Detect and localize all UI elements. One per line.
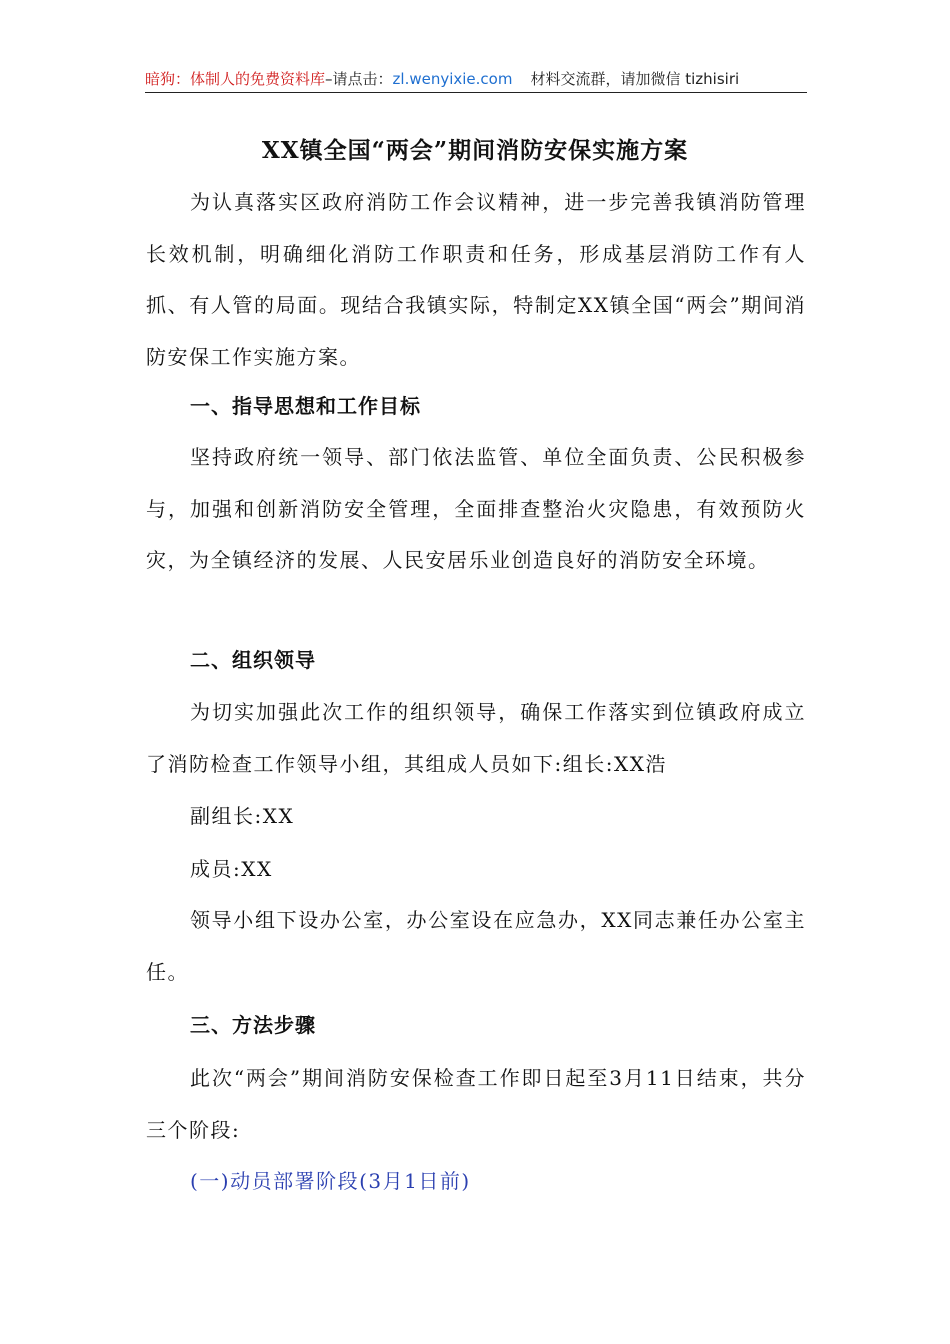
page-header	[145, 68, 807, 93]
section-2-heading: 二、组织领导	[190, 648, 316, 672]
section-3-paragraph: 此次“两会”期间消防安保检查工作即日起至3月11日结束，共分三个阶段:	[146, 1066, 806, 1142]
header-group-note: 材料交流群，请加微信 tizhisiri	[530, 70, 740, 88]
section-3-heading: 三、方法步骤	[190, 1013, 316, 1037]
section-1-heading: 一、指导思想和工作目标	[190, 394, 421, 418]
intro-paragraph: 为认真落实区政府消防工作会议精神，进一步完善我镇消防管理长效机制，明确细化消防工作职责和任务，形成基层消防工作有人抓、有人管的局面。现结合我镇实际，特制定XX镇全国“两会”期间消防安保工作实施方案。	[146, 190, 806, 369]
members-line: 成员:XX	[190, 857, 273, 881]
header-brand: 暗狗：体制人的免费资料库	[145, 70, 326, 88]
document-title: XX镇全国“两会”期间消防安保实施方案	[261, 137, 689, 164]
phase-1-heading: (一)动员部署阶段(3月1日前)	[190, 1169, 471, 1193]
office-paragraph: 领导小组下设办公室，办公室设在应急办，XX同志兼任办公室主任。	[146, 908, 806, 984]
deputy-leader-line: 副组长:XX	[190, 804, 295, 828]
header-cta: –请点击：	[325, 70, 393, 88]
header-url-link[interactable]: zl.wenyixie.com	[392, 70, 513, 88]
section-1-paragraph: 坚持政府统一领导、部门依法监管、单位全面负责、公民积极参与，加强和创新消防安全管理，全面排查整治火灾隐患，有效预防火灾，为全镇经济的发展、人民安居乐业创造良好的消防安全环境。	[146, 445, 806, 572]
section-2-paragraph: 为切实加强此次工作的组织领导，确保工作落实到位镇政府成立了消防检查工作领导小组，其组成人员如下:组长:XX浩	[146, 700, 806, 776]
